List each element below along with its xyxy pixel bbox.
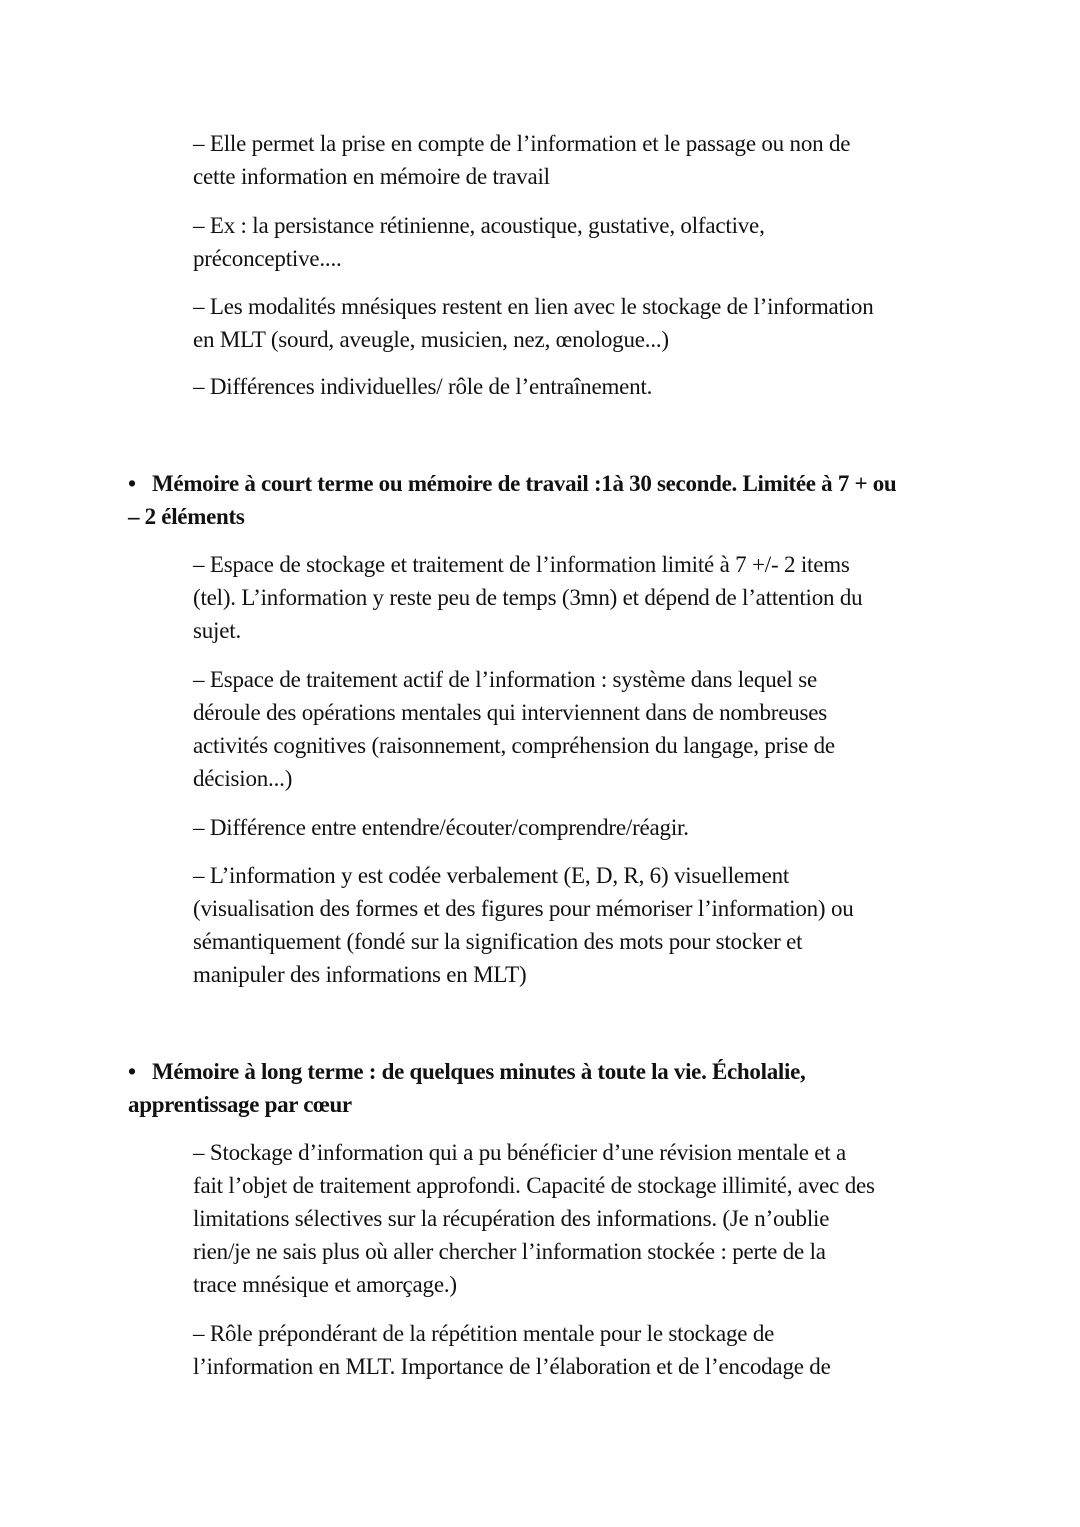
text-line: sémantiquement (fondé sur la signification des mots pour stocker et [193,929,803,954]
text-line: – L’information y est codée verbalement (E, D, R, 6) visuellement [193,863,790,888]
text-line: déroule des opérations mentales qui interviennent dans de nombreuses [193,700,828,725]
text-line: décision...) [193,766,293,791]
text-line: – Espace de traitement actif de l’information : système dans lequel se [193,667,818,692]
paragraph-mlt-storage [193,1136,875,1301]
paragraph-mct-storage [193,548,862,647]
heading-line: apprentissage par cœur [128,1092,352,1117]
paragraph-sensory-role [193,127,850,193]
text-line: – Rôle prépondérant de la répétition mentale pour le stockage de [193,1321,775,1346]
text-line: en MLT (sourd, aveugle, musicien, nez, œnologue...) [193,327,669,352]
paragraph-mct-difference [193,811,689,844]
paragraph-differences [193,370,652,403]
text-line: cette information en mémoire de travail [193,164,550,189]
paragraph-mlt-repetition [193,1317,831,1383]
text-line: manipuler des informations en MLT) [193,962,527,987]
text-line: – Les modalités mnésiques restent en lien avec le stockage de l’information [193,294,874,319]
bullet-icon: • [128,471,136,496]
heading-line: – 2 éléments [128,504,245,529]
text-line: (visualisation des formes et des figures pour mémoriser l’information) ou [193,896,854,921]
text-line: l’information en MLT. Importance de l’élaboration et de l’encodage de [193,1354,831,1379]
text-line: – Espace de stockage et traitement de l’information limité à 7 +/- 2 items [193,552,850,577]
text-line: – Elle permet la prise en compte de l’information et le passage ou non de [193,131,851,156]
heading-text: Mémoire à long terme : de quelques minutes à toute la vie. Écholalie, [152,1059,806,1084]
paragraph-modalities [193,290,874,356]
text-line: préconceptive.... [193,246,342,271]
paragraph-examples [193,209,765,275]
heading-text: Mémoire à court terme ou mémoire de travail :1à 30 seconde. Limitée à 7 + ou [152,471,897,496]
text-line: limitations sélectives sur la récupération des informations. (Je n’oublie [193,1206,830,1231]
heading-line [128,1055,805,1088]
text-line: (tel). L’information y reste peu de temps (3mn) et dépend de l’attention du [193,585,863,610]
text-line: – Stockage d’information qui a pu bénéficier d’une révision mentale et a [193,1140,847,1165]
text-line: trace mnésique et amorçage.) [193,1272,457,1297]
text-line: sujet. [193,618,241,643]
text-line: – Différence entre entendre/écouter/comprendre/réagir. [193,815,689,840]
text-line: rien/je ne sais plus où aller chercher l’information stockée : perte de la [193,1239,826,1264]
paragraph-mct-processing [193,663,835,795]
heading-line [128,467,896,500]
heading-long-term-memory [128,1055,805,1121]
heading-short-term-memory [128,467,896,533]
bullet-icon: • [128,1059,136,1084]
text-line: activités cognitives (raisonnement, compréhension du langage, prise de [193,733,835,758]
text-line: fait l’objet de traitement approfondi. Capacité de stockage illimité, avec des [193,1173,875,1198]
paragraph-mct-coding [193,859,854,991]
text-line: – Différences individuelles/ rôle de l’entraînement. [193,374,653,399]
text-line: – Ex : la persistance rétinienne, acoustique, gustative, olfactive, [193,213,765,238]
